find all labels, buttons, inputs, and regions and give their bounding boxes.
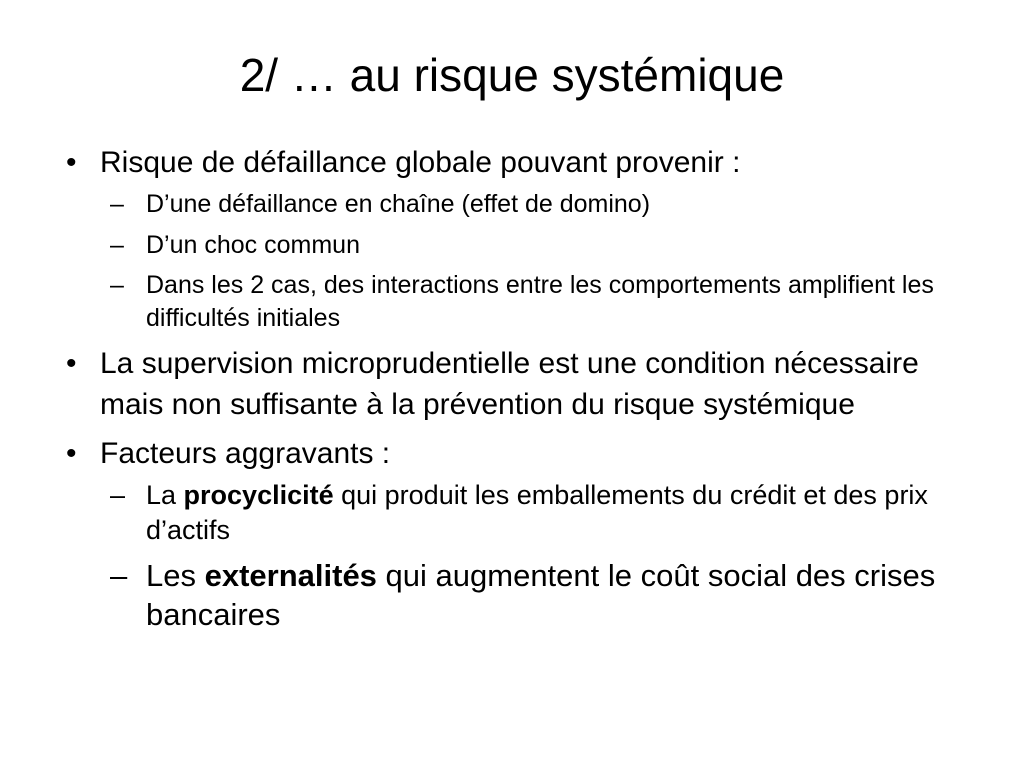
sub-item-text bbox=[146, 480, 928, 545]
sub-item-prefix: Les bbox=[146, 558, 205, 593]
sub-item-text: Dans les 2 cas, des interactions entre les comportements amplifient les difficultés initiales bbox=[146, 271, 934, 332]
sub-item-bold-term: externalités bbox=[204, 558, 377, 593]
sub-item-1-1 bbox=[62, 187, 962, 222]
dash-marker: – bbox=[110, 190, 124, 218]
dash-marker: – bbox=[110, 558, 128, 593]
sub-item-suffix: qui augmentent le coût social des crises bancaires bbox=[146, 558, 936, 632]
dash-marker: – bbox=[110, 480, 126, 510]
dash-marker: – bbox=[110, 271, 124, 299]
bullet-text: La supervision microprudentielle est une condition nécessaire mais non suffisante à la prévention du risque systémique bbox=[100, 347, 919, 421]
slide-body bbox=[62, 142, 962, 640]
slide-title: 2/ … au risque systémique bbox=[239, 49, 785, 101]
bullet-item-1 bbox=[62, 142, 962, 183]
bullet-marker: • bbox=[66, 146, 77, 179]
dash-marker: – bbox=[110, 231, 124, 259]
bullet-marker: • bbox=[66, 437, 77, 470]
bullet-text: Facteurs aggravants : bbox=[100, 437, 391, 470]
sub-item-1-3 bbox=[62, 269, 962, 335]
bullet-marker: • bbox=[66, 347, 77, 380]
sub-item-text bbox=[146, 558, 935, 632]
sub-item-1-2 bbox=[62, 228, 962, 263]
sub-item-prefix: La bbox=[146, 480, 184, 510]
sub-item-3-1 bbox=[62, 478, 962, 548]
bullet-item-3 bbox=[62, 433, 962, 474]
bullet-text: Risque de défaillance globale pouvant provenir : bbox=[100, 146, 741, 179]
sub-item-text: D’un choc commun bbox=[146, 231, 360, 259]
bullet-item-2 bbox=[62, 343, 962, 425]
sub-item-text: D’une défaillance en chaîne (effet de domino) bbox=[146, 190, 651, 218]
sub-item-bold-term: procyclicité bbox=[183, 480, 334, 510]
sub-item-suffix: qui produit les emballements du crédit et des prix d’actifs bbox=[146, 480, 928, 545]
sub-item-3-2 bbox=[62, 556, 962, 634]
